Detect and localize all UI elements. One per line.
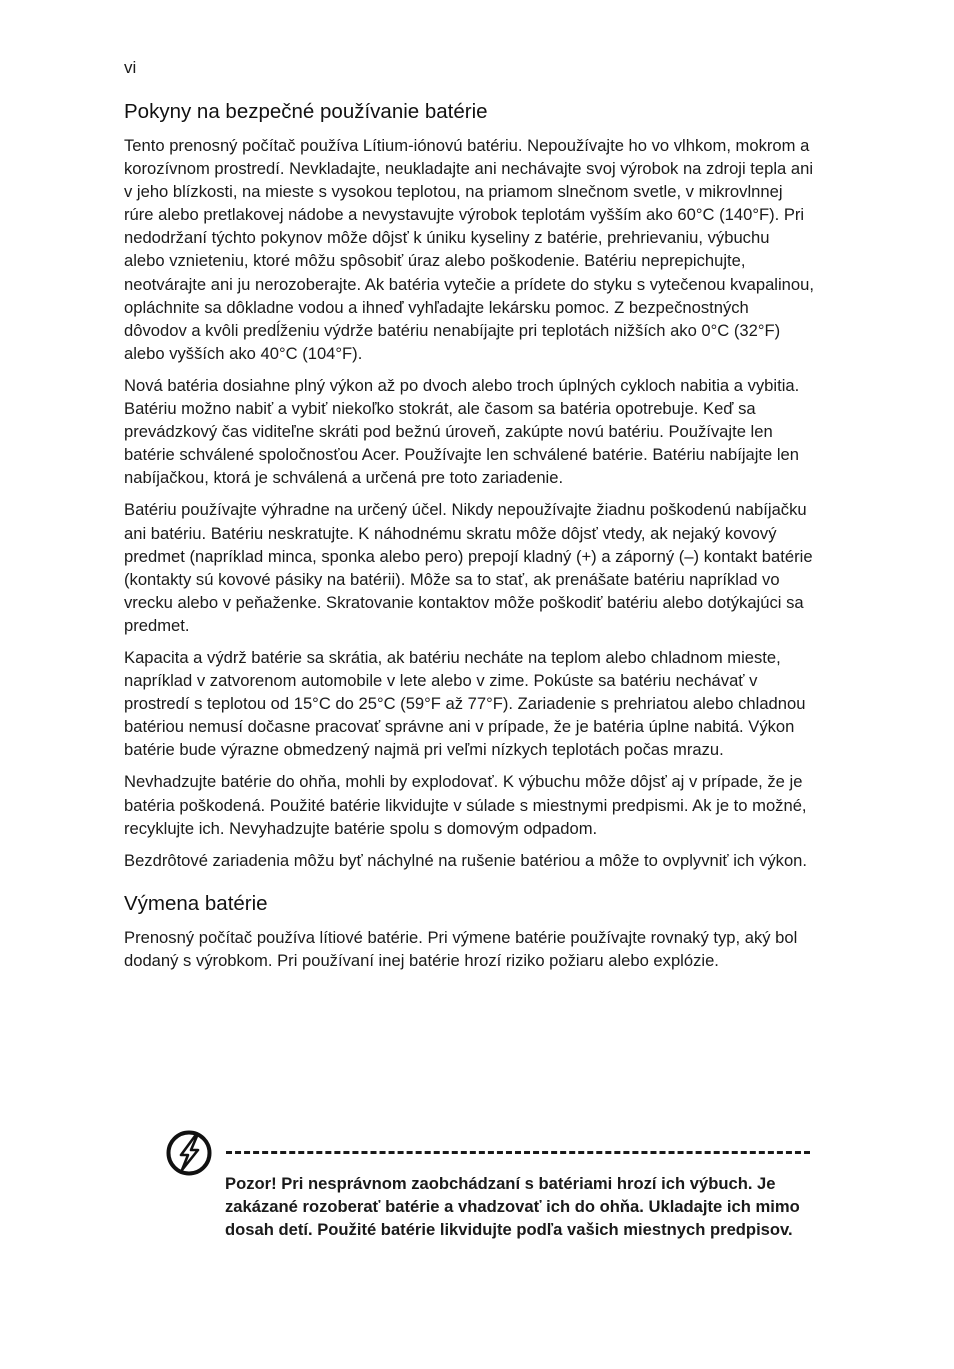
section-heading-battery-replacement: Výmena batérie (124, 891, 268, 915)
paragraph: Batériu používajte výhradne na určený účel. Nikdy nepoužívajte žiadnu poškodenú nabíjačku ani batériu. Batériu neskratujte. K náhodnému skratu môže dôjsť vtedy, ak nejaký kovový predmet (napríklad minca, sponka alebo pero) prepojí kladný (+) a záporný (–) kontakt batérie (kontakty sú kovové pásiky na batérii). Môže sa to stať, ak prenášate batériu napríklad vo vrecku alebo v peňaženke. Skratovanie kontaktov môže poškodiť batériu alebo dotýkajúci sa predmet. (124, 500, 813, 635)
page-number: vi (124, 58, 137, 77)
battery-replacement-section (124, 892, 814, 972)
warning-text: Pozor! Pri nesprávnom zaobchádzaní s batériami hrozí ich výbuch. Je zakázané rozoberať batérie a vhadzovať ich do ohňa. Ukladajte ich mimo dosah detí. Použité batérie likvidujte podľa vašich miestnych predpisov. (225, 1174, 800, 1240)
warning-callout (166, 1130, 814, 1270)
paragraph: Nová batéria dosiahne plný výkon až po dvoch alebo troch úplných cykloch nabitia a vybitia. Batériu možno nabiť a vybiť niekoľko stokrát, ale časom sa batéria opotrebuje. Keď sa prevádzkový čas viditeľne skráti pod bežnú úroveň, zakúpte novú batériu. Používajte len batérie schválené spoločnosťou Acer. Používajte len schválené batérie. Batériu nabíjajte len nabíjačkou, ktorá je schválená a určená pre toto zariadenie. (124, 375, 800, 488)
paragraph: Bezdrôtové zariadenia môžu byť náchylné na rušenie batériou a môže to ovplyvniť ich výkon. (124, 850, 808, 870)
dashed-divider (226, 1151, 810, 1154)
battery-safety-section (124, 100, 814, 872)
paragraph: Tento prenosný počítač používa Lítium-iónovú batériu. Nepoužívajte ho vo vlhkom, mokrom a korozívnom prostredí. Nevkladajte, neukladajte ani nechávajte svoj výrobok na zdroji tepla ani v jeho blízkosti, na mieste s vysokou teplotou, na priamom slnečnom svetle, v mikrovlnnej rúre alebo pretlakovej nádobe a nevystavujte výrobok teplotám vyšším ako 60°C (140°F). Pri nedodržaní týchto pokynov môže dôjsť k úniku kyseliny z batérie, prehrievaniu, výbuchu alebo vznieteniu, ktoré môžu spôsobiť úraz alebo poškodenie. Batériu neprepichujte, neotvárajte ani ju nerozoberajte. Ak batéria vytečie a prídete do styku s vytečenou kvapalinou, opláchnite sa dôkladne vodou a ihneď vyhľadajte lekársku pomoc. Z bezpečnostných dôvodov a kvôli predĺženiu výdrže batériu nenabíjajte pri teplotách nižších ako 0°C (32°F) alebo vyšších ako 40°C (104°F). (124, 136, 814, 363)
paragraph: Nevhadzujte batérie do ohňa, mohli by explodovať. K výbuchu môže dôjsť aj v prípade, že je batéria poškodená. Použité batérie likvidujte v súlade s miestnymi predpismi. Ak je to možné, recyklujte ich. Nevyhadzujte batérie spolu s domovým odpadom. (124, 772, 807, 838)
document-body (124, 100, 814, 981)
section-heading-battery-safety: Pokyny na bezpečné používanie batérie (124, 100, 488, 123)
paragraph: Kapacita a výdrž batérie sa skrátia, ak batériu necháte na teplom alebo chladnom mieste, napríklad v zatvorenom automobile v lete alebo v zime. Pokúste sa batériu nechávať v prostredí s teplotou od 15°C do 25°C (59°F až 77°F). Zariadenie s prehriatou alebo chladnou batériou nemusí dočasne pracovať správne ani v prípade, že je batéria úplne nabitá. Výkon batérie bude výrazne obmedzený najmä pri veľmi nízkych teplotách počas mrazu. (124, 647, 806, 760)
lightning-warning-icon (166, 1130, 212, 1176)
paragraph: Prenosný počítač používa lítiové batérie. Pri výmene batérie používajte rovnaký typ, aký bol dodaný s výrobkom. Pri používaní inej batérie hrozí riziko požiaru alebo explózie. (124, 927, 798, 970)
